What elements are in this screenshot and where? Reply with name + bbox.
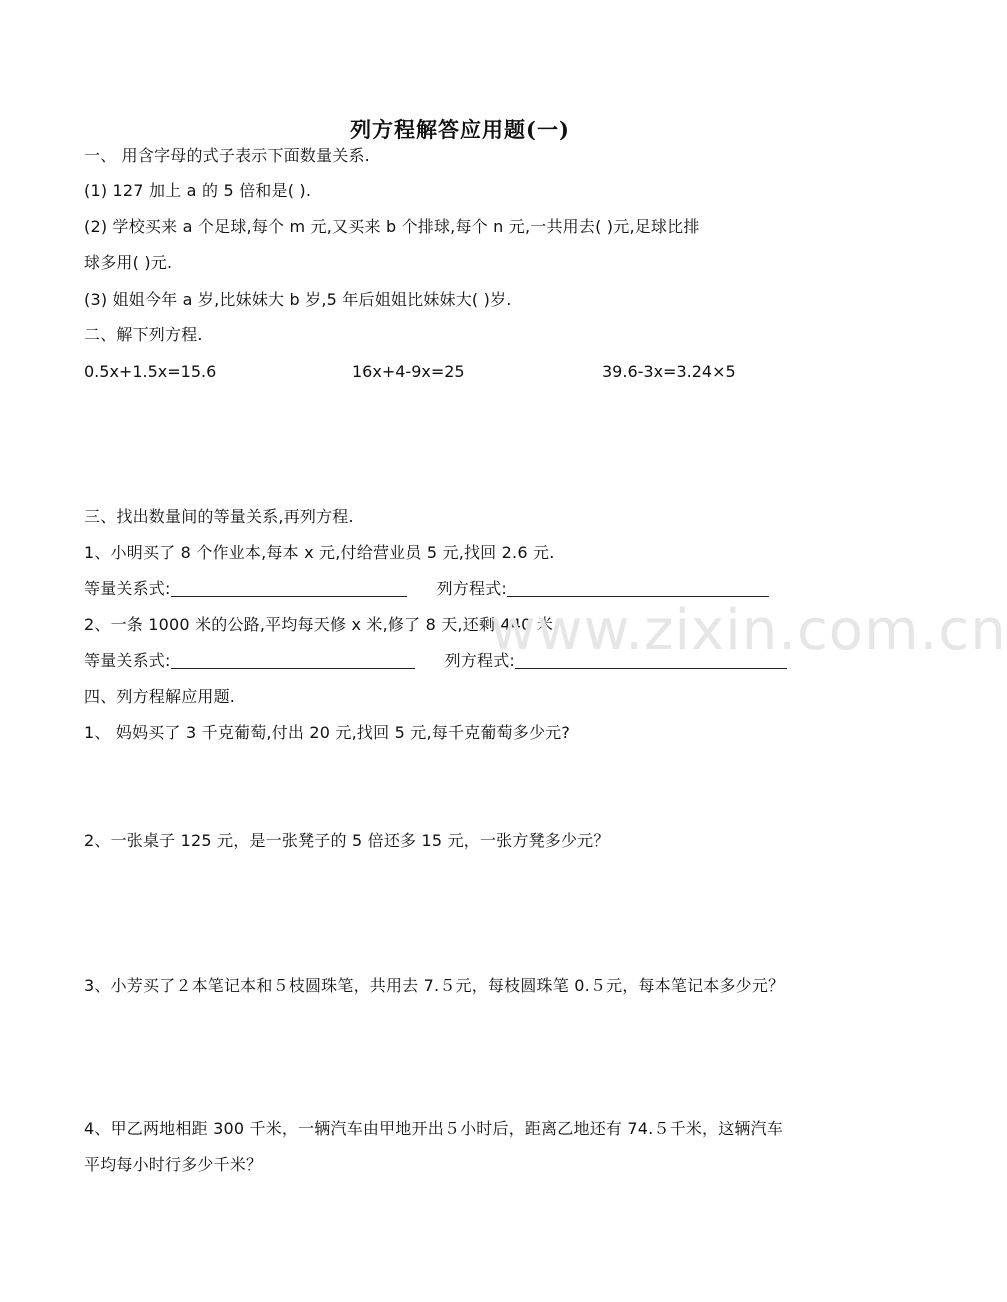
section4-question-4-line1: 4、甲乙两地相距 300 千米，一辆汽车由甲地开出５小时后，距离乙地还有 74.５千米，这辆汽车	[84, 1119, 784, 1138]
relation-label: 等量关系式:	[84, 651, 171, 670]
section3-problem-2: 2、一条 1000 米的公路,平均每天修 x 米,修了 8 天,还剩 440 米.	[84, 615, 559, 634]
equation-3: 39.6-3x=3.24×5	[602, 362, 736, 381]
section1-question-2-line2: 球多用( )元.	[84, 253, 173, 272]
section3-problem-2-answer-row	[84, 651, 787, 671]
section4-question-4-line2: 平均每小时行多少千米？	[84, 1155, 263, 1174]
section1-heading: 一、 用含字母的式子表示下面数量关系.	[84, 146, 370, 165]
watermark: www.zixin.com.cn	[490, 598, 1007, 663]
equation-answer-blank[interactable]	[515, 652, 787, 669]
section4-heading: 四、列方程解应用题.	[84, 687, 236, 706]
equation-label: 列方程式:	[444, 651, 515, 670]
relation-answer-blank[interactable]	[171, 652, 415, 669]
section1-question-2-line1: (2) 学校买来 a 个足球,每个 m 元,又买来 b 个排球,每个 n 元,一共用去( )元,足球比排	[84, 217, 700, 236]
relation-label: 等量关系式:	[84, 579, 171, 598]
section4-question-1: 1、 妈妈买了 3 千克葡萄,付出 20 元,找回 5 元,每千克葡萄多少元?	[84, 723, 571, 742]
relation-answer-blank[interactable]	[171, 580, 407, 597]
section3-problem-1: 1、小明买了 8 个作业本,每本 x 元,付给营业员 5 元,找回 2.6 元.	[84, 543, 555, 562]
equation-1: 0.5x+1.5x=15.6	[84, 362, 217, 381]
section4-question-3: 3、小芳买了２本笔记本和５枝圆珠笔，共用去 7.５元，每枝圆珠笔 0.５元，每本笔记本多少元？	[84, 976, 785, 995]
section2-heading: 二、解下列方程.	[84, 325, 203, 344]
section1-question-3: (3) 姐姐今年 a 岁,比妹妹大 b 岁,5 年后姐姐比妹妹大( )岁.	[84, 290, 512, 309]
section1-question-1: (1) 127 加上 a 的 5 倍和是( ).	[84, 181, 312, 200]
equation-2: 16x+4-9x=25	[352, 362, 465, 381]
section4-question-2: 2、一张桌子 125 元，是一张凳子的 5 倍还多 15 元，一张方凳多少元？	[84, 831, 610, 850]
equation-answer-blank[interactable]	[507, 580, 769, 597]
page-title: 列方程解答应用题(一)	[350, 117, 570, 142]
equation-label: 列方程式:	[436, 579, 507, 598]
section3-heading: 三、找出数量间的等量关系,再列方程.	[84, 507, 354, 526]
section3-problem-1-answer-row	[84, 579, 769, 599]
